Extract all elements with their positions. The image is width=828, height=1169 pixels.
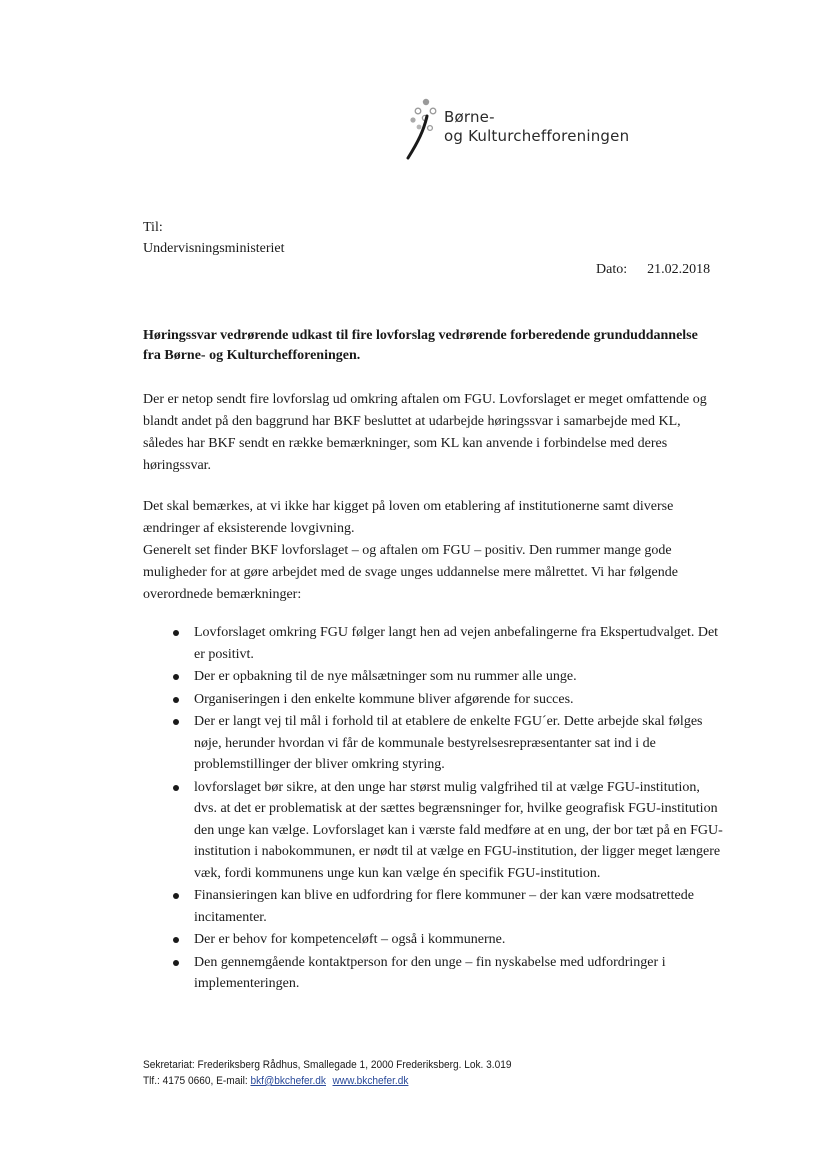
list-item — [143, 885, 723, 928]
list-item-text: Finansieringen kan blive en udfordring for flere kommuner – der kan være modsatrettede incitamenter. — [194, 888, 694, 925]
list-item — [143, 929, 723, 951]
bullet-icon — [173, 893, 179, 899]
recipient: Undervisningsministeriet — [143, 241, 285, 256]
paragraph-remarks — [143, 496, 723, 606]
footer-address: Sekretariat: Frederiksberg Rådhus, Smallegade 1, 2000 Frederiksberg. Lok. 3.019 — [143, 1059, 512, 1071]
bullet-icon — [173, 630, 179, 636]
date-value: 21.02.2018 — [647, 262, 711, 277]
website-link[interactable]: www.bkchefer.dk — [332, 1075, 409, 1087]
list-item-text: Den gennemgående kontaktperson for den unge – fin nyskabelse med udfordringer i implementeringen. — [194, 954, 666, 991]
bullet-icon — [173, 719, 179, 725]
organization-logo — [400, 96, 660, 162]
bullet-icon — [173, 937, 179, 943]
bullet-icon — [173, 960, 179, 966]
footer-phone: Tlf.: 4175 0660, E-mail: — [143, 1075, 248, 1087]
to-label: Til: — [143, 220, 163, 235]
flower-stem-logo-icon — [400, 96, 444, 162]
date-label: Dato: — [596, 262, 628, 277]
list-item-text: lovforslaget bør sikre, at den unge har størst mulig valgfrihed til at vælge FGU-institution, dvs. at det er problematisk at der sættes begrænsninger for, hvilke geografisk FGU-institution den unge kan vælge. Lovforslaget kan i værste fald medføre at en ung, der bor tæt på en FGU-institution i nabokommunen, er nødt til at vælge en FGU-institution, der ligger meget længere væk, fordi kommunens unge kun kan vælge én specifik FGU-institution. — [194, 779, 723, 881]
bullet-icon — [173, 785, 179, 791]
bullet-icon — [173, 697, 179, 703]
remarks-list — [143, 622, 723, 996]
footer-contact — [143, 1073, 658, 1089]
list-item-text: Der er behov for kompetenceløft – også i kommunerne. — [194, 932, 506, 947]
list-item — [143, 622, 723, 665]
document-title: Høringssvar vedrørende udkast til fire lovforslag vedrørende forberedende grunduddannelse fra Børne- og Kulturchefforeningen. — [143, 328, 698, 363]
paragraph-general: Generelt set finder BKF lovforslaget – og aftalen om FGU – positiv. Den rummer mange gode muligheder for at gøre arbejdet med de svage unges uddannelse mere målrettet. Vi har følgende overordnede bemærkninger: — [143, 543, 678, 602]
list-item — [143, 666, 723, 688]
logo-line-2: og Kulturchefforeningen — [444, 127, 630, 145]
footer — [143, 1057, 658, 1089]
list-item — [143, 777, 723, 885]
logo-line-1: Børne- — [444, 108, 495, 126]
paragraph-scope: Det skal bemærkes, at vi ikke har kigget på loven om etablering af institutionerne samt diverse ændringer af eksisterende lovgivning. — [143, 499, 674, 536]
list-item-text: Der er opbakning til de nye målsætninger som nu rummer alle unge. — [194, 669, 577, 684]
bullet-icon — [173, 674, 179, 680]
email-link[interactable]: bkf@bkchefer.dk — [250, 1075, 326, 1087]
paragraph-intro: Der er netop sendt fire lovforslag ud omkring aftalen om FGU. Lovforslaget er meget omfattende og blandt andet på den baggrund har BKF besluttet at udarbejde høringssvar i samarbejde med KL, således har BKF sendt en række bemærkninger, som KL kan anvende i forbindelse med deres høringssvar. — [143, 392, 707, 473]
date-line — [596, 262, 710, 278]
list-item — [143, 952, 723, 995]
list-item-text: Lovforslaget omkring FGU følger langt hen ad vejen anbefalingerne fra Ekspertudvalget. Det er positivt. — [194, 625, 719, 662]
list-item-text: Organiseringen i den enkelte kommune bliver afgørende for succes. — [194, 691, 574, 707]
list-item-text: Der er langt vej til mål i forhold til at etablere de enkelte FGU´er. Dette arbejde skal følges nøje, herunder hvordan vi får de kommunale bestyrelsesrepræsentanter sat ind i de problemstillinger der bliver omkring styring. — [194, 714, 703, 772]
list-item — [143, 689, 723, 711]
list-item — [143, 711, 723, 776]
